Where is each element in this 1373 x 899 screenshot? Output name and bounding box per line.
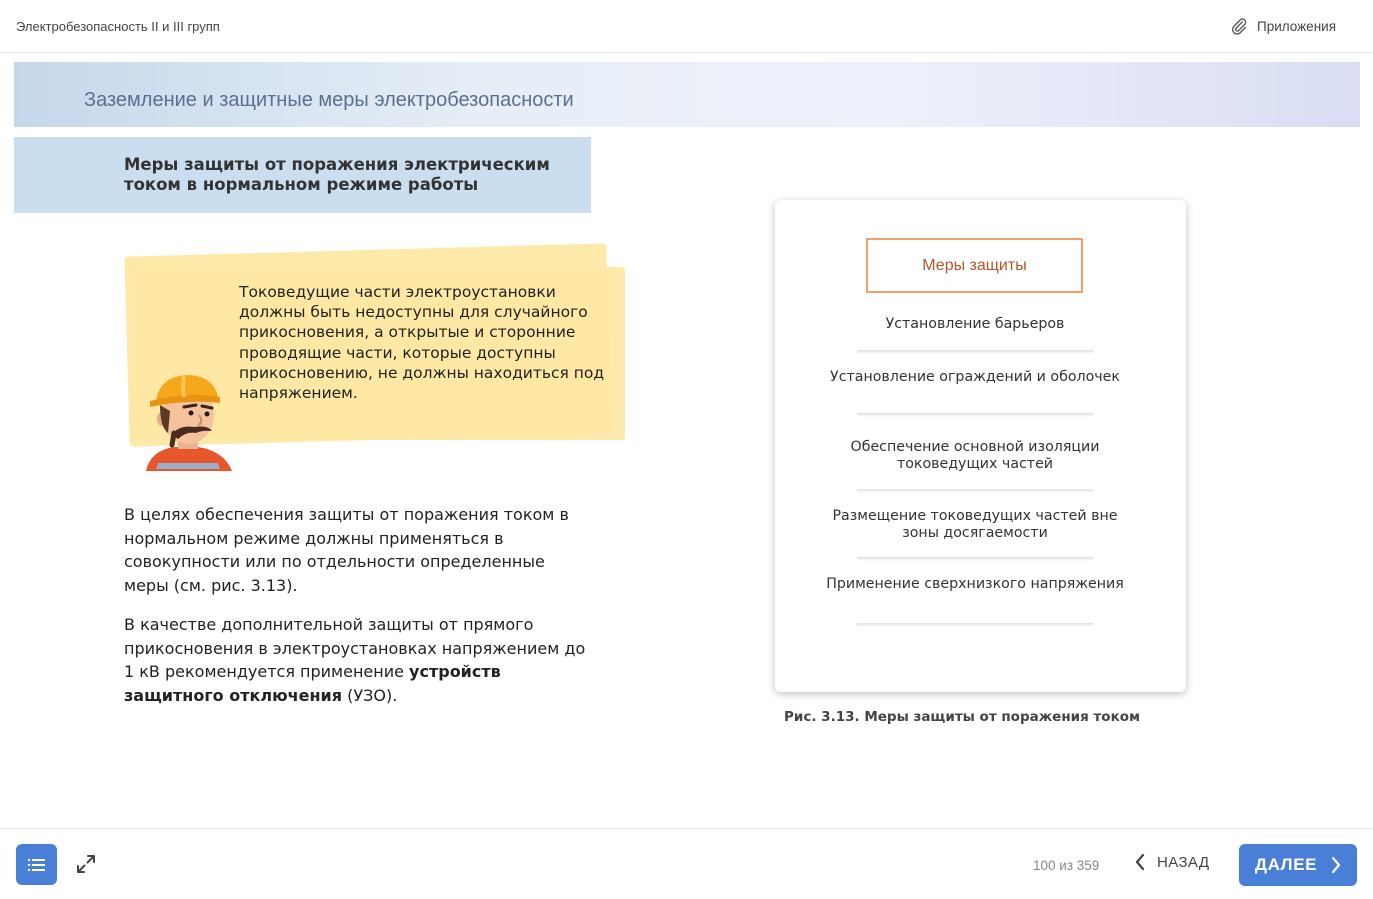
body-paragraph-1: В целях обеспечения защиты от поражения током в нормальном режиме должны применяться в совокупности или по отдельности определенные меры (см. рис. 3.13). bbox=[124, 505, 569, 595]
attachments-button[interactable] bbox=[1230, 17, 1336, 35]
diagram-item: Размещение токоведущих частей вне зоны досягаемости bbox=[832, 508, 1118, 541]
paragraph-2-bold: устройств защитного отключения bbox=[124, 662, 501, 705]
diagram-separator bbox=[857, 489, 1093, 493]
section-header bbox=[14, 62, 1360, 127]
diagram-root-box bbox=[866, 238, 1083, 293]
next-label: ДАЛЕЕ bbox=[1254, 855, 1318, 874]
top-bar bbox=[0, 0, 1373, 53]
expand-icon[interactable] bbox=[76, 854, 96, 874]
back-label: НАЗАД bbox=[1157, 853, 1210, 871]
next-button[interactable] bbox=[1239, 844, 1357, 886]
diagram-separator bbox=[857, 413, 1093, 417]
subtitle-box bbox=[14, 137, 591, 213]
paragraph-2-text-end: (УЗО). bbox=[342, 685, 398, 705]
table-of-contents-button[interactable] bbox=[16, 844, 57, 885]
figure-caption: Рис. 3.13. Меры защиты от поражения током bbox=[784, 709, 1141, 725]
body-paragraph-2 bbox=[124, 613, 594, 707]
diagram-card bbox=[775, 200, 1186, 692]
worker-character-icon bbox=[138, 367, 238, 477]
chevron-left-icon bbox=[1134, 853, 1146, 871]
section-title: Заземление и защитные меры электробезопасности bbox=[84, 89, 574, 111]
diagram-separator bbox=[857, 623, 1093, 627]
diagram-root-label: Меры защиты bbox=[922, 256, 1027, 274]
bottom-bar bbox=[0, 828, 1373, 899]
attachments-label: Приложения bbox=[1257, 18, 1336, 34]
diagram-item: Установление ограждений и оболочек bbox=[830, 369, 1120, 385]
list-icon bbox=[28, 857, 46, 873]
page-counter: 100 из 359 bbox=[1033, 858, 1100, 873]
diagram-item: Применение сверхнизкого напряжения bbox=[826, 576, 1124, 592]
course-title: Электробезопасность II и III групп bbox=[16, 19, 220, 34]
note-text: Токоведущие части электроустановки должны быть недоступны для случайного прикосновения, а открытые и сторонние проводящие части, которые доступны прикосновению, не должны находиться под напряжением. bbox=[239, 283, 605, 403]
diagram-separator bbox=[857, 557, 1093, 561]
diagram-item: Обеспечение основной изоляции токоведущих частей bbox=[850, 439, 1100, 472]
back-button[interactable] bbox=[1134, 853, 1209, 871]
diagram-separator bbox=[857, 350, 1093, 354]
paragraph-2-text-start: В качестве дополнительной защиты от прямого прикосновения в электроустановках напряжением до 1 кВ рекомендуется применение bbox=[124, 615, 586, 681]
chevron-right-icon bbox=[1331, 856, 1341, 874]
diagram-item: Установление барьеров bbox=[885, 316, 1065, 332]
subtitle: Меры защиты от поражения электрическим током в нормальном режиме работы bbox=[124, 155, 550, 194]
paperclip-icon bbox=[1230, 17, 1248, 35]
